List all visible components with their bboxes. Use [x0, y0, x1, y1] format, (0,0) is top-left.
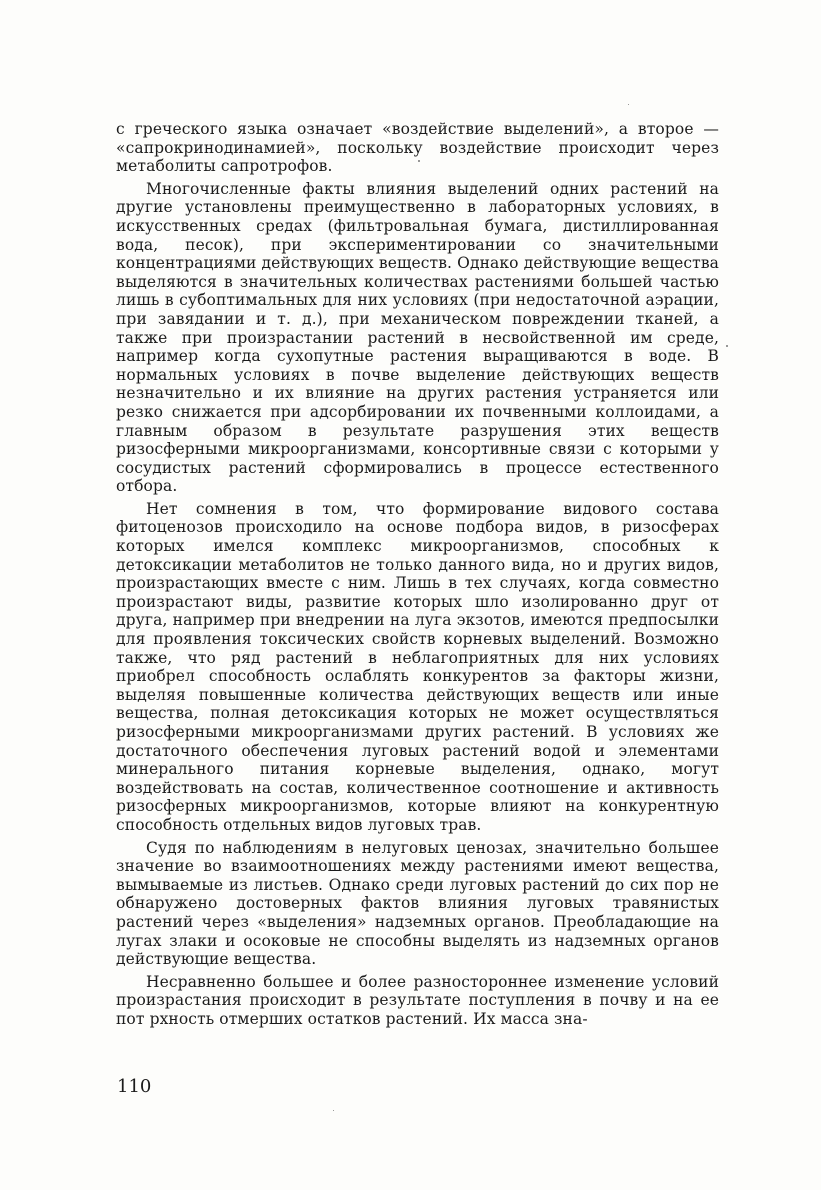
- body-text: [116, 120, 719, 1029]
- scan-speck: [628, 104, 629, 105]
- scan-speck: [726, 345, 728, 347]
- page-number: 110: [117, 1076, 152, 1097]
- paragraph-continuation: с греческого языка означает «воздействие выделений», а второе — «сапрокринодинамией», поскольку воздействие происходит через метаболиты сапротрофов.: [116, 120, 719, 176]
- paragraph: Нет сомнения в том, что формирование видового состава фитоценозов происходило на основе подбора видов, в ризосферах которых имелся комплекс микроорганизмов, способных к детоксикации метаболитов не только данного вида, но и других видов, произрастающих вместе с ним. Лишь в тех случаях, когда совместно произрастают виды, развитие которых шло изолированно друг от друга, например при внедрении на луга экзотов, имеются предпосылки для проявления токсических свойств корневых выделений. Возможно также, что ряд растений в неблагоприятных для них условиях приобрел способность ослаблять конкурентов за факторы жизни, выделяя повышенные количества действующих веществ или иные вещества, полная детоксикация которых не может осуществляться ризосферными микроорганизмами других растений. В условиях же достаточного обеспечения луговых растений водой и элементами минерального питания корневые выделения, однако, могут воздействовать на состав, количественное соотношение и активность ризосферных микроорганизмов, которые влияют на конкурентную способность отдельных видов луговых трав.: [116, 499, 719, 834]
- paragraph: Судя по наблюдениям в нелуговых ценозах, значительно большее значение во взаимоотношениях между растениями имеют вещества, вымываемые из листьев. Однако среди луговых растений до сих пор не обнаружено достоверных фактов влияния луговых травянистых растений через «выделения» надземных органов. Преобладающие на лугах злаки и осоковые не способны выделять из надземных органов действующие вещества.: [116, 838, 719, 969]
- scan-speck: [418, 160, 420, 162]
- scan-speck: [333, 1110, 334, 1111]
- paragraph: Многочисленные факты влияния выделений одних растений на другие установлены преимущественно в лабораторных условиях, в искусственных средах (фильтровальная бумага, дистиллированная вода, песок), при экспериментировании со значительными концентрациями действующих веществ. Однако действующие вещества выделяются в значительных количествах растениями большей частью лишь в субоптимальных для них условиях (при недостаточной аэрации, при завядании и т. д.), при механическом повреждении тканей, а также при произрастании растений в несвойственной им среде, например когда сухопутные растения выращиваются в воде. В нормальных условиях в почве выделение действующих веществ незначительно и их влияние на других растения устраняется или резко снижается при адсорбировании их почвенными коллоидами, а главным образом в результате разрушения этих веществ ризосферными микроорганизмами, консортивные связи с которыми у сосудистых растений сформировались в процессе естественного отбора.: [116, 179, 719, 496]
- paragraph: Несравненно большее и более разностороннее изменение условий произрастания происходит в результате поступления в почву и на ее пот рхность отмерших остатков растений. Их масса зна-: [116, 972, 719, 1028]
